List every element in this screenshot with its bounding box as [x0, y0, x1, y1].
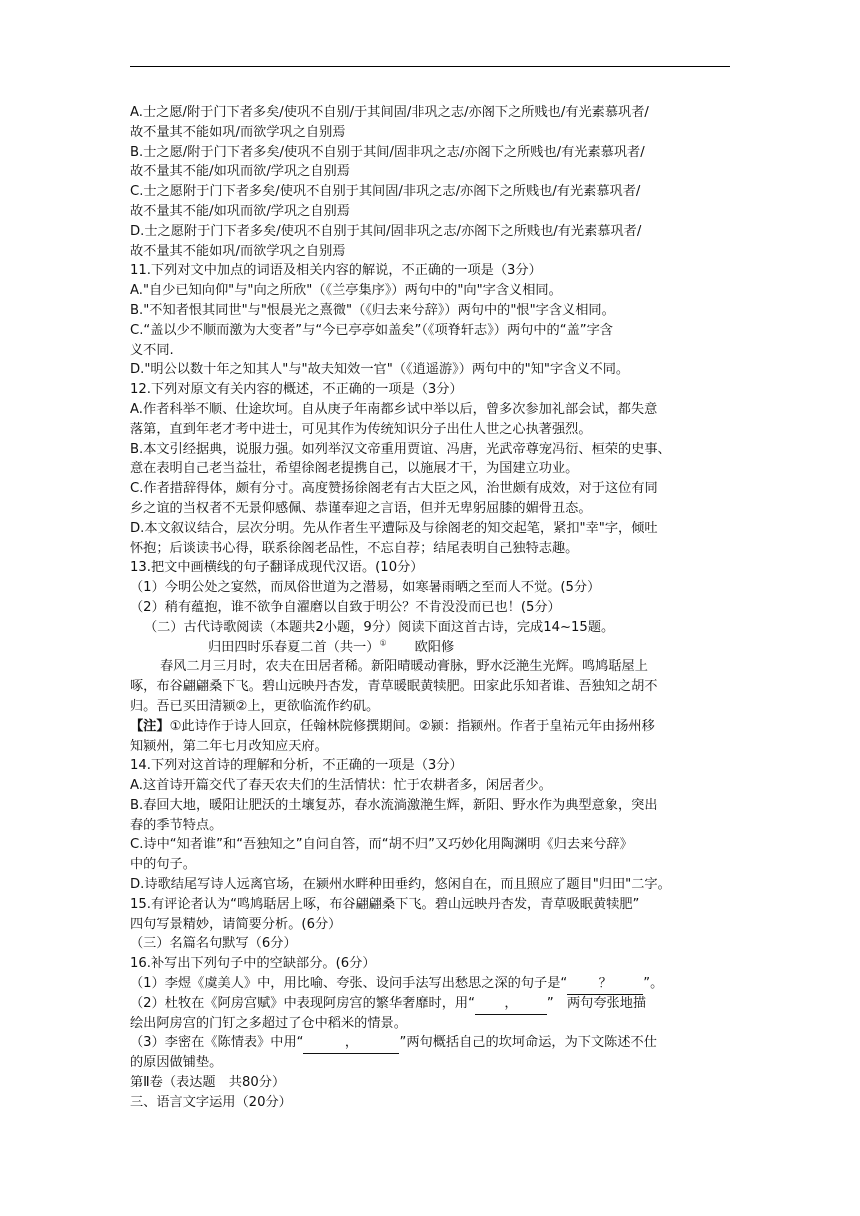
- q14-option-b-line1: B.春回大地，暖阳让肥沃的土壤复苏，春水流淌激滟生辉，新阳、野水作为典型意象，突出: [130, 797, 658, 813]
- poem-note-mark: ①: [379, 638, 387, 648]
- q12-option-b-line2: 意在表明自己老当益壮，希望徐阁老提携自己，以施展才干，为国建立功业。: [130, 461, 579, 477]
- q16-sentence-3-cont: 的原因做铺垫。: [130, 1055, 223, 1071]
- poem-body-line3: 归。吾已买田清颍②上，更欲临流作约矶。: [130, 698, 380, 714]
- q12-option-d-line2: 怀抱；后谈读书心得，联系徐阁老品性，不忘自荐；结尾表明自己独特志趣。: [130, 540, 579, 556]
- question-12: 12.下列对原文有关内容的概述，不正确的一项是（3分）: [130, 382, 463, 398]
- q16-sentence-2-cont: 绘出阿房宫的门钉之多超过了仓中稻米的情景。: [130, 1015, 407, 1031]
- poem-title-line: [130, 638, 740, 658]
- q16-sentence-1: [130, 974, 740, 994]
- q13-sentence-2: （2）稍有蕴抱，谁不欲争自濯磨以自致于明公？不肯没没而已也！(5分）: [130, 599, 561, 615]
- q12-option-b-line1: B.本文引经据典，说服力强。如列举汉文帝重用贾谊、冯唐，光武帝尊宠冯衍、桓荣的史事、: [130, 441, 671, 457]
- q16-s3-post: ”两句概括自己的坎坷命运，为下文陈述不仕: [399, 1035, 657, 1051]
- option-c-line2: 故不量其不能/如巩而欲/学巩之自别焉: [130, 203, 350, 219]
- poem-note-line1: [130, 717, 740, 737]
- option-a-line1: A.士之愿/附于门下者多矣/使巩不自别/于其间固/非巩之志/亦阁下之所贱也/有光素慕巩者/: [130, 105, 649, 120]
- q16-s2-post: ” 两句夸张地描: [546, 995, 647, 1011]
- q14-option-c-line1: C.诗中“知者谁”和“吾独知之”自问自答，而“胡不归”又巧妙化用陶渊明《归去来兮辞》: [130, 837, 633, 853]
- q14-option-a: A.这首诗开篇交代了春天农夫们的生活情状：忙于农耕者多，闲居者少。: [130, 778, 552, 794]
- q11-option-c-line1: C.“盖以少不顺而激为大变者”与“今已亭亭如盖矣”（《项脊轩志》）两句中的“盖”字含: [130, 322, 613, 338]
- poem-body-line1: 春风二月三月时，农夫在田居者稀。新阳晴暖动膏脉，野水泛滟生光辉。鸣鸠聒屋上: [160, 659, 648, 675]
- q16-sentence-3: [130, 1033, 740, 1053]
- option-c-line1: C.士之愿附于门下者多矣/使巩不自别于其间固/非巩之志/亦阁下之所贱也/有光素慕巩者/: [130, 184, 641, 200]
- q11-option-b: B."不知者恨其同世"与"恨晨光之熹微"（《归去来兮辞》）两句中的"恨"字含义相同。: [130, 302, 615, 318]
- q16-s2-pre: （2）杜牧在《阿房宫赋》中表现阿房宫的繁华奢靡时，用“: [130, 995, 475, 1011]
- q14-option-c-line2: 中的句子。: [130, 857, 196, 873]
- option-d-line1: D.士之愿附于门下者多矣/使巩不自别于其间/固非巩之志/亦阁下之所贱也/有光素慕巩者/: [130, 223, 642, 239]
- q11-option-d: D."明公以数十年之知其人"与"故夫知效一官"（《逍遥游》）两句中的"知"字含义不同。: [130, 362, 630, 378]
- question-16: 16.补写出下列句子中的空缺部分。(6分）: [130, 956, 376, 972]
- q14-option-b-line2: 春的季节特点。: [130, 817, 223, 833]
- option-a-line2: 故不量其不能如巩/而欲学巩之自别焉: [130, 124, 346, 140]
- question-11: 11.下列对文中加点的词语及相关内容的解说，不正确的一项是（3分）: [130, 263, 542, 279]
- question-15-line1: 15.有评论者认为“鸣鸠聒居上啄，布谷翩翩桑下飞。碧山远映丹杏发，青草吸眠黄犊肥”: [130, 896, 640, 912]
- q12-option-c-line1: C.作者措辞得体，颇有分寸。高度赞扬徐阁老有古大臣之风，治世颇有成效，对于这位有同: [130, 481, 658, 497]
- answer-blank-1[interactable]: ？: [567, 974, 643, 995]
- question-13: 13.把文中画横线的句子翻译成现代汉语。(10分）: [130, 560, 424, 576]
- option-b-line1: B.士之愿/附于门下者多矣/使巩不自别于其间/固非巩之志/亦阁下之所贱也/有光素慕巩者/: [130, 144, 645, 160]
- document-body: [130, 103, 740, 1113]
- note-text-1: ①此诗作于诗人回京，任翰林院修撰期间。②颍：指颍州。作者于皇祐元年由扬州移: [169, 718, 655, 734]
- q16-sentence-2: [130, 994, 740, 1014]
- q12-option-a-line2: 落第，直到年老才考中进士，可见其作为传统知识分子出仕人世之心执著强烈。: [130, 421, 592, 437]
- q12-option-a-line1: A.作者科举不顺、仕途坎坷。自从庚子年南都乡试中举以后，曾多次参加礼部会试，都失意: [130, 401, 658, 417]
- poem-author: 欧阳修: [414, 639, 455, 655]
- poem-body-line2: 啄，布谷翩翩桑下飞。碧山远映丹杏发，青草暖眠黄犊肥。田家此乐知者谁、吾独知之胡不: [130, 679, 658, 695]
- q12-option-c-line2: 乡之谊的当权者不无景仰感佩、恭谨奉迎之言语，但并无卑躬屈膝的媚骨丑态。: [130, 500, 592, 516]
- q13-sentence-1: （1）今明公处之宴然，而凤俗世道为之潜易，如寒暑雨晒之至而人不觉。(5分）: [130, 580, 601, 596]
- part-2-heading: 第Ⅱ卷（表达题 共80分）: [130, 1075, 286, 1091]
- poem-title: 归田四时乐春夏二首（共一）: [208, 639, 380, 655]
- q14-option-d: D.诗歌结尾写诗人远离官场，在颍州水畔种田垂约，悠闲自在，而且照应了题目"归田"二字。: [130, 877, 671, 893]
- question-15-line2: 四句写景精妙，请简要分析。(6分）: [130, 916, 342, 932]
- option-d-line2: 故不量其不能如巩/而欲学巩之自别焉: [130, 243, 346, 259]
- q16-s1-pre: （1）李煜《虞美人》中，用比喻、夸张、设问手法写出愁思之深的句子是“: [130, 976, 568, 992]
- dictation-section-heading: （三）名篇名句默写（6分）: [130, 936, 297, 952]
- q16-s3-pre: （3）李密在《陈情表》中用“: [130, 1035, 304, 1051]
- option-b-line2: 故不量其不能/如巩而欲/学巩之自别焉: [130, 164, 350, 180]
- header-rule: [130, 66, 730, 67]
- answer-blank-2[interactable]: ，: [475, 994, 547, 1015]
- poem-note-line2: 知颍州，第二年七月改知应天府。: [130, 738, 328, 754]
- q11-option-c-line2: 义不同.: [130, 342, 174, 358]
- q16-s1-post: ”。: [643, 976, 664, 992]
- question-14: 14.下列对这首诗的理解和分析，不正确的一项是（3分）: [130, 758, 463, 774]
- poetry-section-heading: （二）古代诗歌阅读（本题共2小题，9分）阅读下面这首古诗，完成14~15题。: [144, 619, 615, 635]
- q11-option-a: A."自少已知向仰"与"向之所欣"（《兰亭集序》）两句中的"向"字含义相同。: [130, 283, 562, 299]
- note-label: 【注】: [130, 718, 170, 734]
- answer-blank-3[interactable]: ，: [303, 1033, 399, 1054]
- q12-option-d-line1: D.本文叙议结合，层次分明。先从作者生平遭际及与徐阁老的知交起笔，紧扣"幸"字，倾吐: [130, 520, 658, 536]
- section-3-heading: 三、语言文字运用（20分）: [130, 1094, 292, 1110]
